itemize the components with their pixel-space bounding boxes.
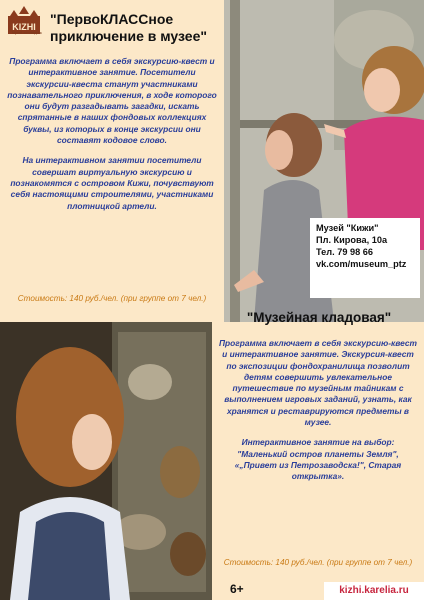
section2-text-panel [212,310,424,600]
section2-paragraph: Программа включает в себя экскурсию-квест и интерактивное занятие. Экскурсия-квест по экспозиции фондохранилища позволит детям совершить увлекательное путешествие по музейным тайникам с выполнением игровых заданий, узнать, как хранятся и реставрируются предметы в музее. [219,338,417,428]
boy-at-storage-photo [0,322,212,600]
photo-illustration [0,322,212,600]
logo-mark: KIZHI [12,22,36,32]
contact-info-box [310,218,420,298]
section1-text-panel [0,0,224,322]
section2-price: Стоимость: 140 руб./чел. (при группе от 7 чел.) [223,558,413,567]
museum-address: Пл. Кирова, 10а [316,235,388,245]
museum-vk-link[interactable]: vk.com/museum_ptz [316,259,407,269]
section1-title: "ПервоКЛАССное приключение в музее" [50,11,208,44]
museum-phone: Тел. 79 98 66 [316,247,373,257]
section1-price: Стоимость: 140 руб./чел. (при группе от 7 чел.) [17,294,207,303]
website-link[interactable]: kizhi.karelia.ru [324,582,424,600]
section1-paragraph: На интерактивном занятии посетители совершат виртуальную экскурсию и познакомятся с островом Кижи, почувствуют себя настоящими строителями, участниками плотницкой артели. [10,155,214,211]
section2-title: "Музейная кладовая" [246,310,392,325]
age-rating-badge: 6+ [230,582,244,596]
section2-paragraph: Интерактивное занятие на выбор: "Маленький остров планеты Земля", «„Привет из Петрозаводска!", Старая открытка». [234,437,402,482]
section1-paragraph: Программа включает в себя экскурсию-квест и интерактивное занятие. Посетители экскурсии-квеста станут участниками познавательного приключения, в ходе которого они будут разгадывать загадки, искать спрятанные в наших фондовых коллекциях буквы, из которых в конце экскурсии они составят кодовое слово. [7,56,217,146]
logo-caption: Музей-заповедник [12,31,42,35]
section1-description [6,56,218,221]
section2-description [218,338,418,492]
museum-name: Музей "Кижи" [316,223,379,233]
